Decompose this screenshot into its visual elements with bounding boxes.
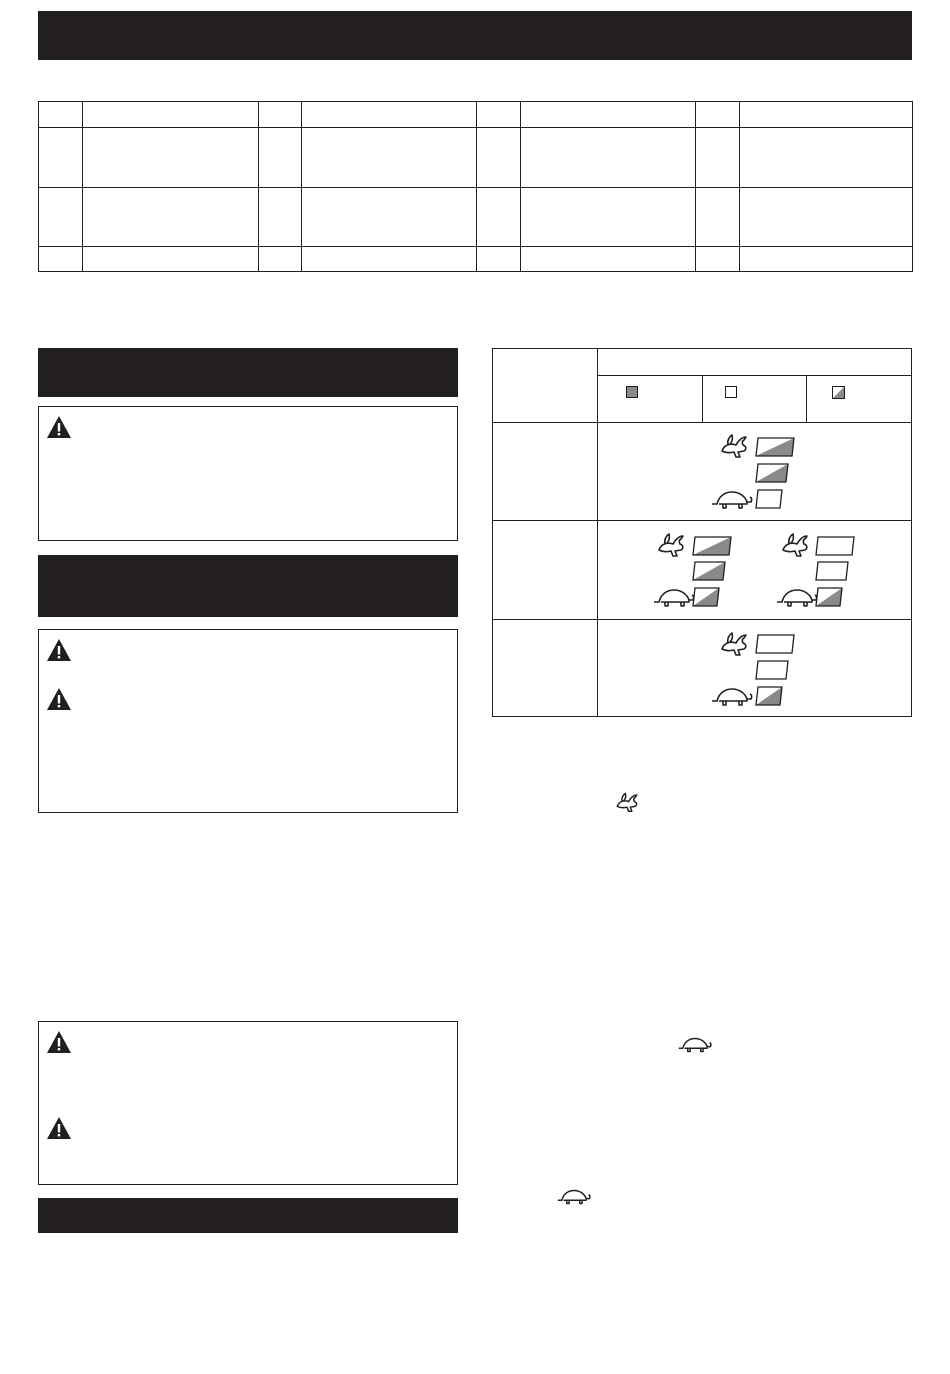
mode-table-row-divider	[493, 422, 911, 423]
indicator-lamp-blinking	[692, 587, 720, 607]
legend-swatch-off	[725, 386, 737, 398]
turtle-slow-icon	[557, 1188, 591, 1206]
rabbit-fast-icon	[718, 431, 750, 459]
turtle-slow-icon	[653, 587, 695, 609]
rabbit-fast-icon	[655, 530, 687, 558]
spec-table-col-divider	[739, 102, 740, 271]
indicator-lamp-off	[755, 660, 789, 680]
mode-table-header-divider	[597, 375, 911, 376]
section-header-1	[38, 348, 458, 397]
indicator-lamp-blinking	[692, 561, 726, 581]
turtle-slow-icon	[776, 587, 818, 609]
spec-table-col-divider	[301, 102, 302, 271]
rabbit-fast-icon	[718, 629, 750, 657]
indicator-lamp-off	[755, 634, 795, 654]
legend-swatch-lit	[626, 386, 638, 398]
legend-swatch-blinking	[832, 386, 845, 399]
spec-table	[38, 101, 913, 272]
rabbit-fast-icon	[614, 790, 640, 813]
indicator-lamp-off	[815, 536, 855, 556]
rabbit-fast-icon	[779, 530, 811, 558]
indicator-lamp-off	[815, 561, 849, 581]
turtle-slow-icon	[678, 1036, 712, 1054]
spec-table-col-divider	[476, 102, 477, 271]
warning-triangle-icon	[46, 638, 72, 662]
mode-table-col-divider	[806, 375, 807, 422]
mode-indicator-table	[492, 348, 912, 717]
mode-table-row-divider	[493, 520, 911, 521]
top-header-bar	[38, 11, 912, 60]
warning-triangle-icon	[46, 1116, 72, 1140]
mode-table-col-divider	[597, 349, 598, 716]
warning-triangle-icon	[46, 1030, 72, 1054]
mode-table-row-divider	[493, 619, 911, 620]
turtle-slow-icon	[711, 686, 753, 708]
warning-box-3	[38, 1021, 458, 1185]
indicator-lamp-blinking	[692, 536, 732, 556]
spec-table-col-divider	[520, 102, 521, 271]
indicator-lamp-blinking	[755, 686, 783, 706]
indicator-lamp-blinking	[815, 587, 843, 607]
turtle-slow-icon	[711, 489, 753, 511]
section-header-3	[38, 1198, 458, 1233]
spec-table-col-divider	[82, 102, 83, 271]
warning-box-1	[38, 406, 458, 541]
indicator-lamp-blinking	[755, 463, 789, 483]
warning-triangle-icon	[46, 687, 72, 711]
spec-table-col-divider	[258, 102, 259, 271]
indicator-lamp-blinking	[755, 437, 795, 457]
spec-table-col-divider	[695, 102, 696, 271]
warning-box-2	[38, 629, 458, 813]
warning-triangle-icon	[46, 415, 72, 439]
indicator-lamp-off	[755, 489, 783, 509]
section-header-2	[38, 555, 458, 617]
mode-table-col-divider	[702, 375, 703, 422]
